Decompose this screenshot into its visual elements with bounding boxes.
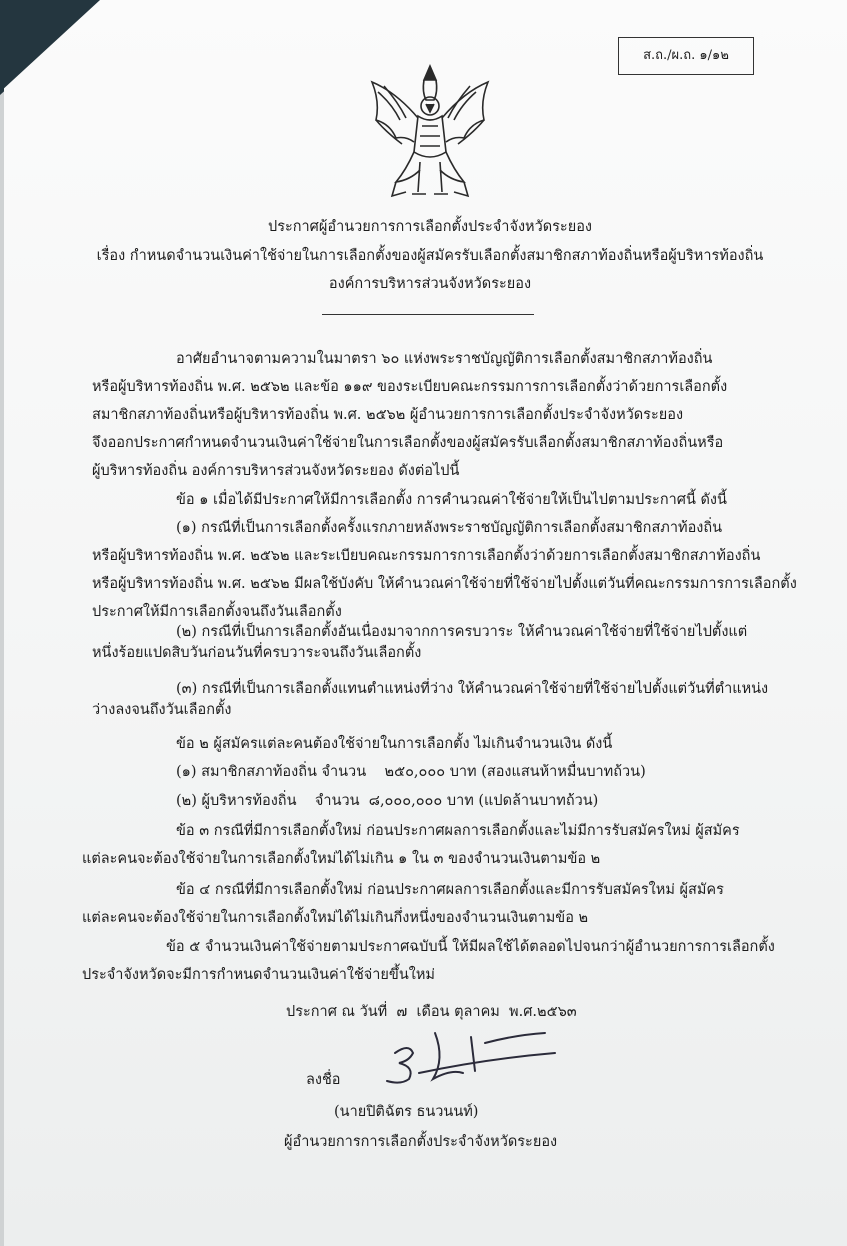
clause-4: ข้อ ๔ กรณีที่มีการเลือกตั้งใหม่ ก่อนประกาศผลการเลือกตั้งและมีการรับสมัครใหม่ ผู้สมัคร bbox=[176, 882, 724, 898]
sign-label: ลงชื่อ bbox=[306, 1072, 341, 1088]
clause-2-item-1: (๑) สมาชิกสภาท้องถิ่น จำนวน ๒๕๐,๐๐๐ บาท (สองแสนห้าหมื่นบาทถ้วน) bbox=[176, 764, 646, 780]
clause-3: ข้อ ๓ กรณีที่มีการเลือกตั้งใหม่ ก่อนประกาศผลการเลือกตั้งและไม่มีการรับสมัครใหม่ ผู้สมัคร bbox=[176, 823, 740, 839]
clause-1-item-1: (๑) กรณีที่เป็นการเลือกตั้งครั้งแรกภายหลังพระราชบัญญัติการเลือกตั้งสมาชิกสภาท้องถิ่น bbox=[176, 520, 723, 536]
announcement-date: ประกาศ ณ วันที่ ๗ เดือน ตุลาคม พ.ศ.๒๕๖๓ bbox=[286, 1004, 577, 1020]
body-line: ประกาศให้มีการเลือกตั้งจนถึงวันเลือกตั้ง bbox=[92, 604, 342, 620]
body-line: หรือผู้บริหารท้องถิ่น พ.ศ. ๒๕๖๒ และข้อ ๑๑๙ ของระเบียบคณะกรรมการการเลือกตั้งว่าด้วยการเลือกตั้ง bbox=[92, 379, 728, 395]
clause-1-item-2: (๒) กรณีที่เป็นการเลือกตั้งอันเนื่องมาจากการครบวาระ ให้คำนวณค่าใช้จ่ายที่ใช้จ่ายไปตั้งแต่ bbox=[176, 624, 748, 640]
body-line: สมาชิกสภาท้องถิ่นหรือผู้บริหารท้องถิ่น พ.ศ. ๒๕๖๒ ผู้อำนวยการการเลือกตั้งประจำจังหวัดระยอง bbox=[92, 407, 684, 423]
title-divider bbox=[322, 314, 534, 315]
body-line: หรือผู้บริหารท้องถิ่น พ.ศ. ๒๕๖๒ มีผลใช้บังคับ ให้คำนวณค่าใช้จ่ายที่ใช้จ่ายไปตั้งแต่วันที่คณะกรรมการการเลือกตั้ง bbox=[92, 576, 797, 592]
body-line: หรือผู้บริหารท้องถิ่น พ.ศ. ๒๕๖๒ และระเบียบคณะกรรมการการเลือกตั้งว่าด้วยการเลือกตั้งสมาชิกสภาท้องถิ่น bbox=[92, 548, 761, 564]
clause-1: ข้อ ๑ เมื่อได้มีประกาศให้มีการเลือกตั้ง การคำนวณค่าใช้จ่ายให้เป็นไปตามประกาศนี้ ดังนี้ bbox=[176, 492, 727, 508]
clause-1-item-3: (๓) กรณีที่เป็นการเลือกตั้งแทนตำแหน่งที่ว่าง ให้คำนวณค่าใช้จ่ายที่ใช้จ่ายไปตั้งแต่วันที่ตำแหน่ง bbox=[176, 681, 769, 697]
organization-line: องค์การบริหารส่วนจังหวัดระยอง bbox=[328, 276, 532, 292]
signer-name: (นายปิติฉัตร ธนวนนท์) bbox=[334, 1104, 479, 1120]
body-line: ว่างลงจนถึงวันเลือกตั้ง bbox=[92, 702, 232, 718]
clause-2-item-2: (๒) ผู้บริหารท้องถิ่น จำนวน ๘,๐๐๐,๐๐๐ บาท (แปดล้านบาทถ้วน) bbox=[176, 793, 599, 809]
body-line: หนึ่งร้อยแปดสิบวันก่อนวันที่ครบวาระจนถึงวันเลือกตั้ง bbox=[92, 645, 422, 661]
subject-line: เรื่อง กำหนดจำนวนเงินค่าใช้จ่ายในการเลือกตั้งของผู้สมัครรับเลือกตั้งสมาชิกสภาท้องถิ่นหรือผู้บริหารท้องถิ่น bbox=[96, 248, 764, 264]
body-line: ประจำจังหวัดจะมีการกำหนดจำนวนเงินค่าใช้จ่ายขึ้นใหม่ bbox=[82, 967, 435, 983]
document-code-box: ส.ถ./ผ.ถ. ๑/๑๒ bbox=[618, 37, 754, 75]
background-corner-overlay bbox=[0, 0, 100, 92]
clause-2: ข้อ ๒ ผู้สมัครแต่ละคนต้องใช้จ่ายในการเลือกตั้ง ไม่เกินจำนวนเงิน ดังนี้ bbox=[176, 736, 613, 752]
body-line: แต่ละคนจะต้องใช้จ่ายในการเลือกตั้งใหม่ได้ไม่เกินกึ่งหนึ่งของจำนวนเงินตามข้อ ๒ bbox=[82, 910, 589, 926]
body-line: ผู้บริหารท้องถิ่น องค์การบริหารส่วนจังหวัดระยอง ดังต่อไปนี้ bbox=[92, 463, 460, 479]
garuda-emblem bbox=[366, 62, 494, 202]
body-line: แต่ละคนจะต้องใช้จ่ายในการเลือกตั้งใหม่ได้ไม่เกิน ๑ ใน ๓ ของจำนวนเงินตามข้อ ๒ bbox=[82, 851, 601, 867]
handwritten-signature bbox=[375, 1023, 575, 1095]
body-line: อาศัยอำนาจตามความในมาตรา ๖๐ แห่งพระราชบัญญัติการเลือกตั้งสมาชิกสภาท้องถิ่น bbox=[176, 351, 713, 367]
signer-title: ผู้อำนวยการการเลือกตั้งประจำจังหวัดระยอง bbox=[284, 1134, 558, 1150]
body-line: จึงออกประกาศกำหนดจำนวนเงินค่าใช้จ่ายในการเลือกตั้งของผู้สมัครรับเลือกตั้งสมาชิกสภาท้องถิ่นหรือ bbox=[92, 435, 724, 451]
clause-5: ข้อ ๕ จำนวนเงินค่าใช้จ่ายตามประกาศฉบับนี้ ให้มีผลใช้ได้ตลอดไปจนกว่าผู้อำนวยการการเลือกตั้ง bbox=[166, 939, 775, 955]
announcement-heading: ประกาศผู้อำนวยการการเลือกตั้งประจำจังหวัดระยอง bbox=[267, 219, 593, 235]
